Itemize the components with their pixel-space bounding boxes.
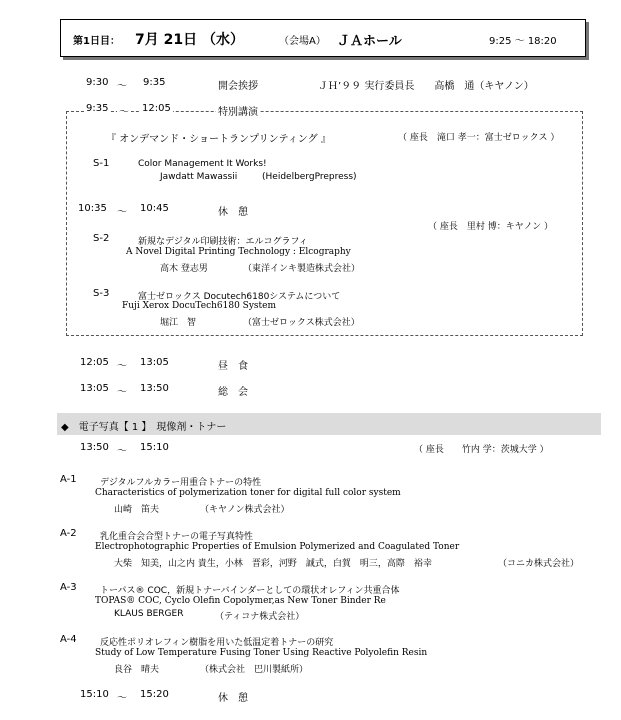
break2-end: 15:20 (140, 689, 169, 700)
section-title: ◆ 電子写真【 1 】 現像剤・トナー (61, 422, 227, 433)
lunch-title: 昼 食 (218, 361, 248, 372)
paper-number: A-3 (60, 582, 77, 593)
break-title: 休 憩 (218, 207, 248, 218)
section-start: 13:50 (80, 442, 109, 453)
paper-title-en: Study of Low Temperature Fusing Toner Using Reactive Polyolefin Resin (95, 648, 428, 658)
special-chair-2: （ 座長 里村 博：キヤノン ） (428, 222, 554, 232)
section-header-bar (57, 413, 601, 435)
break2-title: 休 憩 (218, 693, 248, 704)
paper-authors: 山崎 笛夫 (114, 505, 160, 515)
opening-start: 9:30 (86, 77, 109, 88)
paper-title-en: Characteristics of polymerization toner for digital full color system (95, 488, 401, 498)
talk-number: S-2 (93, 233, 110, 244)
header-venue: （会場A） (279, 36, 326, 47)
general-sep: 〜 (117, 387, 127, 398)
paper-authors: KLAUS BERGER (114, 609, 184, 619)
paper-number: A-4 (60, 634, 77, 645)
paper-title-en: TOPAS® COC, Cyclo Olefin Copolymer,as New Toner Binder Re (95, 596, 386, 606)
talk-title-en: Fuji Xerox DocuTech6180 System (122, 301, 277, 311)
special-start: 9:35 (86, 103, 109, 114)
special-theme: 『 オンデマンド・ショートランプリンティング 』 (106, 134, 331, 145)
lunch-end: 13:05 (140, 357, 169, 368)
day-label: 第1日目： (73, 36, 120, 47)
opening-sep: 〜 (117, 81, 127, 92)
header-hall: ＪＡホール (337, 34, 402, 49)
lunch-sep: 〜 (117, 361, 127, 372)
header-date: 7月 21日 （水） (135, 32, 244, 48)
talk-affiliation: （東洋インキ製造株式会社） (243, 264, 361, 274)
talk-title-en: A Novel Digital Printing Technology : Elcography (126, 247, 351, 257)
paper-title-ja: 反応性ポリオレフィン樹脂を用いた低温定着トナーの研究 (100, 638, 334, 648)
talk-title-ja: 新規なデジタル印刷技術：エルコグラフィ (138, 237, 308, 247)
general-end: 13:50 (140, 383, 169, 394)
break2-sep: 〜 (117, 693, 127, 704)
paper-title-ja: 乳化重合会合型トナーの電子写真特性 (100, 532, 254, 542)
break2-start: 15:10 (80, 689, 109, 700)
break-sep: 〜 (117, 207, 127, 218)
talk-affiliation: (HeidelbergPrepress) (262, 172, 357, 182)
opening-title: 開会挨拶 (218, 81, 258, 92)
general-start: 13:05 (80, 383, 109, 394)
talk-affiliation: （富士ゼロックス株式会社） (243, 318, 360, 328)
talk-title: Color Management It Works! (138, 159, 267, 169)
talk-number: S-1 (93, 158, 110, 169)
header-time: 9:25 〜 18:20 (489, 36, 557, 47)
paper-authors: 大柴 知美，山之内 貴生，小林 晋彩，河野 誠式，白賀 明三，高際 裕幸 (114, 559, 432, 569)
break-end: 10:45 (140, 203, 169, 214)
paper-title-en: Electrophotographic Properties of Emulsion Polymerized and Coagulated Toner (95, 542, 460, 552)
paper-authors: 良谷 晴夫 (114, 665, 160, 675)
section-chair: （ 座長 竹内 学：茨城大学 ） (414, 445, 549, 455)
special-end: 12:05 (142, 103, 171, 114)
section-end: 15:10 (140, 442, 169, 453)
lunch-start: 12:05 (80, 357, 109, 368)
paper-title-ja: デジタルフルカラー用重合トナーの特性 (100, 478, 262, 488)
special-chair-1: （ 座長 滝口 孝一：富士ゼロックス ） (398, 133, 560, 143)
talk-number: S-3 (93, 288, 110, 299)
paper-affiliation: （ティコナ株式会社） (215, 612, 305, 622)
opening-speaker: ＪＨ’９９ 実行委員長 高橋 通（キヤノン） (318, 81, 534, 92)
special-sep: 〜 (117, 103, 131, 118)
paper-affiliation: （キヤノン株式会社） (200, 505, 290, 515)
general-title: 総 会 (218, 387, 248, 398)
paper-number: A-2 (60, 528, 77, 539)
opening-end: 9:35 (143, 77, 166, 88)
talk-author: 高木 登志男 (160, 264, 208, 274)
paper-number: A-1 (60, 474, 77, 485)
talk-author: 堀江 智 (160, 318, 197, 328)
section-sep: 〜 (117, 446, 127, 457)
day-header-box (60, 19, 586, 57)
break-start: 10:35 (78, 203, 107, 214)
paper-affiliation: （株式会社 巴川製紙所） (200, 665, 309, 675)
talk-title-ja: 富士ゼロックス Docutech6180システムについて (138, 292, 341, 302)
paper-title-ja: トーパス® COC，新規トナーバインダーとしての環状オレフィン共重合体 (100, 586, 400, 596)
special-label: 特別講演 (216, 103, 260, 118)
talk-author: Jawdatt Mawassii (160, 172, 238, 182)
paper-affiliation: （コニカ株式会社） (498, 559, 580, 569)
